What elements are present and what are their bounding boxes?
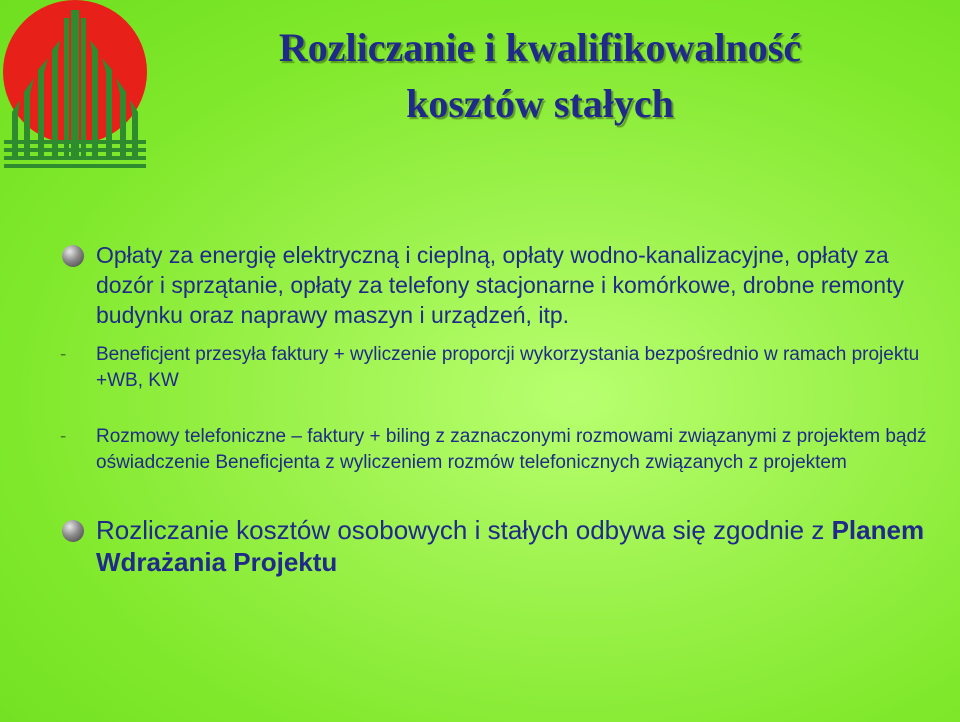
title-line-2: kosztów stałych [406,81,674,126]
bullet-1-text: Opłaty za energię elektryczną i cieplną, opłaty wodno-kanalizacyjne, opłaty za dozór i sprzątanie, opłaty za telefony stacjonarne i komórkowe, drobne remonty budynku oraz naprawy maszyn i urządzeń, itp. [96,242,904,328]
dash-marker: - [60,344,67,365]
bullet-2-text: Rozliczanie kosztów osobowych i stałych odbywa się zgodnie z [96,515,832,545]
dash-marker: - [60,426,67,447]
sub-item-2 [60,424,940,476]
slide-title [150,20,930,132]
sub-item-1 [60,342,940,394]
bullet-item-2 [60,514,940,578]
emblem-logo [0,0,150,180]
bullet-item-1 [60,240,940,330]
bullet-2-bold-text: Planem Wdrażania Projektu [96,515,925,577]
slide-content [60,240,940,578]
sub-item-1-text: Beneficjent przesyła faktury + wyliczenie proporcji wykorzystania bezpośrednio w ramach projektu +WB, KW [96,344,920,391]
sphere-bullet-icon [62,245,84,267]
sphere-bullet-icon [62,520,84,542]
title-line-1: Rozliczanie i kwalifikowalność [278,25,802,70]
sub-item-2-text: Rozmowy telefoniczne – faktury + biling z zaznaczonymi rozmowami związanymi z projektem bądź oświadczenie Beneficjenta z wyliczeniem rozmów telefonicznych związanych z projektem [96,426,927,473]
